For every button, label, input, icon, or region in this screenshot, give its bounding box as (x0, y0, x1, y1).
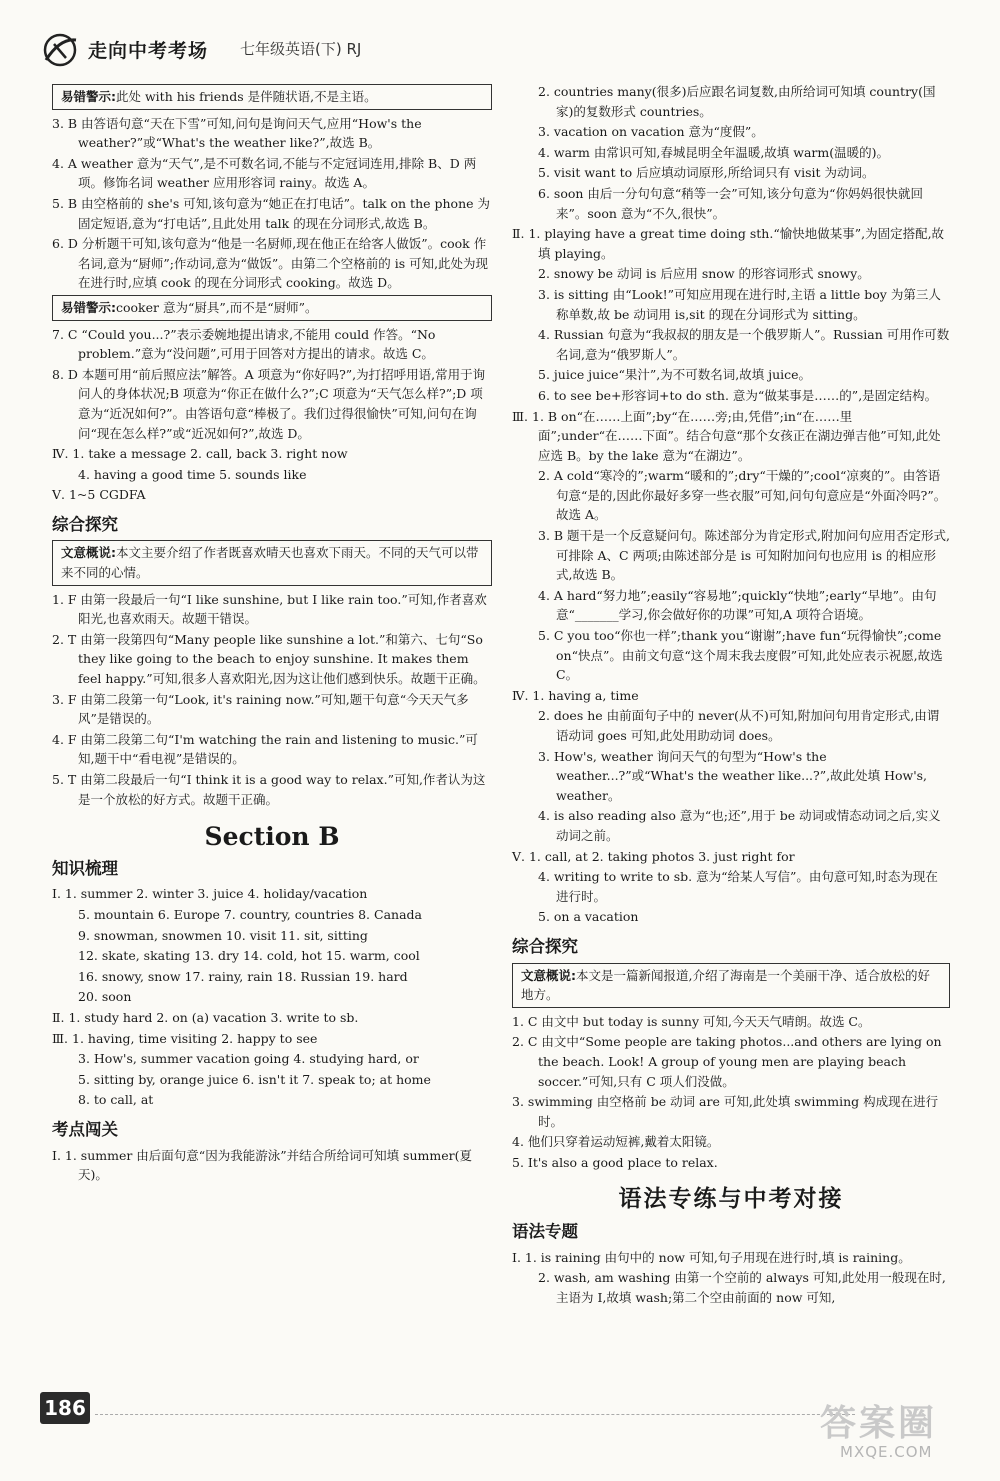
answer-item: 3. B 题干是一个反意疑问句。陈述部分为肯定形式,附加问句应用否定形式,可排除 A、C 两项;由陈述部分是 is 可知附加问句也应用 is 的相应形式,故选 B。 (538, 528, 951, 583)
watermark-url: MXQE.COM (840, 1443, 933, 1461)
answer-item: 4. 他们只穿着运动短裤,戴着太阳镜。 (512, 1134, 720, 1150)
answer-item: 6. D 分析题干可知,该句意为“他是一名厨师,现在他正在给客人做饭”。cook 作名词,意为“厨师”;作动词,意为“做饭”。由第二个空格前的 is 可知,此处为现在进行时,应填 cook 的现在分词形式 cooking。故选 D。 (52, 236, 489, 291)
answer-row: 3. How's, summer vacation going 4. studying hard, or (78, 1051, 419, 1067)
answer-item: 5. visit want to 后应填动词原形,所给词只有 visit 为动词。 (538, 165, 875, 181)
left-column (52, 82, 492, 1186)
section-heading: 综合探究 (52, 514, 118, 534)
answer-row: Ⅱ. 1. study hard 2. on (a) vacation 3. write to sb. (52, 1009, 359, 1025)
answer-item: 7. C “Could you...?”表示委婉地提出请求,不能用 could 作答。“No problem.”意为“没问题”,可用于回答对方提出的请求。故选 C。 (52, 326, 436, 362)
answer-item: 4. A weather 意为“天气”,是不可数名词,不能与不定冠词连用,排除 B、D 两项。修饰名词 weather 应用形容词 rainy。故选 A。 (52, 155, 477, 191)
note-box (512, 963, 950, 1008)
answer-row: 8. to call, at (78, 1092, 154, 1108)
note-box (52, 295, 492, 321)
answer-item: 2. does he 由前面句子中的 never(从不)可知,附加问句用肯定形式,由谓语动词 goes 可知,此处用助动词 does。 (538, 708, 940, 743)
answer-item: 1. F 由第一段最后一句“I like sunshine, but I like rain too.”可知,作者喜欢阳光,也喜欢雨天。故题干错误。 (52, 591, 487, 627)
section-heading: 知识梳理 (52, 858, 118, 878)
answer-row: 12. skate, skating 13. dry 14. cold, hot 15. warm, cool (78, 948, 420, 964)
note-box (52, 540, 492, 585)
answer-item: 3. vacation on vacation 意为“度假”。 (538, 124, 764, 140)
section-title: Section B (204, 822, 340, 852)
watermark (800, 1395, 960, 1465)
answer-item: 8. D 本题可用“前后照应法”解答。A 项意为“你好吗?”,为打招呼用语,常用于询问人的身体状况;B 项意为“你正在做什么?”;C 项意为“天气怎么样?”;D 项意为“近况如何?”。由答语句意“棒极了。我们过得很愉快”可知,问句在询问“现在怎么样?”或“近况如何?”,故选 D。 (52, 366, 486, 441)
watermark-title: 答案圈 (820, 1403, 938, 1444)
answer-row: Ⅰ. 1. summer 2. winter 3. juice 4. holiday/vacation (52, 886, 368, 902)
answer-item: 4. A hard“努力地”;easily“容易地”;quickly“快地”;early“早地”。由句意“_______学习,你会做好你的功课”可知,A 项符合语境。 (538, 587, 937, 623)
note-text: 此处 with his friends 是伴随状语,不是主语。 (116, 89, 377, 104)
answer-item: 2. C 由文中“Some people are taking photos...and others are lying on the beach. Look! A group of young men are playing beach soccer.”可知,只有 C 项人们没做。 (512, 1034, 942, 1089)
note-label: 文意概说: (61, 545, 116, 561)
answer-item: 3. B 由答语句意“天在下雪”可知,问句是询问天气,应用“How's the weather?”或“What's the weather like?”,故选 B。 (52, 115, 422, 151)
answer-row: 5. sitting by, orange juice 6. isn't it 7. speak to; at home (78, 1071, 431, 1087)
answer-item: Ⅰ. 1. summer 由后面句意“因为我能游泳”并结合所给词可知填 summer(夏天)。 (52, 1147, 472, 1183)
answer-item: Ⅳ. 1. having a, time (512, 687, 639, 703)
note-label: 文意概说: (521, 967, 576, 983)
answer-item: Ⅰ. 1. is raining 由句中的 now 可知,句子用现在进行时,填 is raining。 (512, 1249, 911, 1265)
answer-item: 5. B 由空格前的 she's 可知,该句意为“她正在打电话”。talk on the phone 为固定短语,意为“打电话”,且此处用 talk 的现在分词形式,故选 B。 (52, 195, 490, 231)
right-column (512, 82, 950, 1308)
answer-item: 2. A cold“寒冷的”;warm“暖和的”;dry“干燥的”;cool“凉爽的”。由答语句意“是的,因此你最好多穿一些衣服”可知,问句句意应是“外面冷吗?”。故选 A。 (538, 468, 947, 523)
answer-item: 5. T 由第二段最后一句“I think it is a good way to relax.”可知,作者认为这是一个放松的好方式。故题干正确。 (52, 772, 486, 807)
section-heading: 语法专题 (512, 1222, 578, 1242)
brand-logo-icon (40, 30, 80, 70)
answer-item: 3. How's, weather 询问天气的句型为“How's the weather...?”或“What's the weather like...?”,故此处填 How's, weather。 (538, 748, 928, 803)
footer-divider (95, 1414, 855, 1415)
section-heading: 综合探究 (512, 936, 578, 956)
note-text: 本文是一篇新闻报道,介绍了海南是一个美丽干净、适合放松的好地方。 (521, 967, 930, 1003)
answer-item: 4. writing to write to sb. 意为“给某人写信”。由句意可知,时态为现在进行时。 (538, 869, 938, 904)
answer-item: 4. F 由第二段第二句“I'm watching the rain and listening to music.”可知,题干中“看电视”是错误的。 (52, 731, 478, 767)
note-label: 易错警示: (61, 89, 116, 104)
book-subtitle: 七年级英语(下) RJ (240, 40, 362, 58)
note-label: 易错警示: (61, 299, 116, 315)
answer-item: 4. Russian 句意为“我叔叔的朋友是一个俄罗斯人”。Russian 可用作可数名词,意为“俄罗斯人”。 (538, 327, 950, 362)
answer-item: 4. is also reading also 意为“也;还”,用于 be 动词或情态动词之后,实义动词之前。 (538, 808, 941, 843)
note-text: cooker 意为“厨具”,而不是“厨师”。 (116, 299, 318, 315)
section-title: 语法专练与中考对接 (618, 1186, 844, 1213)
answer-item: 3. F 由第二段第一句“Look, it's raining now.”可知,题干句意“今天天气多风”是错误的。 (52, 691, 469, 727)
brand-title: 走向中考考场 (88, 40, 209, 62)
answer-row: Ⅴ. 1. call, at 2. taking photos 3. just right for (512, 848, 795, 864)
answer-row: 16. snowy, snow 17. rainy, rain 18. Russian 19. hard (78, 968, 408, 984)
answer-row: Ⅳ. 1. take a message 2. call, back 3. right now (52, 446, 348, 462)
answer-item: 4. warm 由常识可知,春城昆明全年温暖,故填 warm(温暖的)。 (538, 144, 890, 160)
answer-item: 3. is sitting 由“Look!”可知应用现在进行时,主语 a little boy 为第三人称单数,故 be 动词用 is,sit 的现在分词形式为 sitting。 (538, 286, 941, 322)
answer-item: 5. juice juice“果汁”,为不可数名词,故填 juice。 (538, 367, 812, 383)
answer-item: 6. to see be+形容词+to do sth. 意为“做某事是……的”,是固定结构。 (538, 387, 938, 403)
section-heading: 考点闯关 (52, 1119, 118, 1139)
answer-row: 4. having a good time 5. sounds like (78, 466, 307, 482)
page-number: 186 (40, 1392, 90, 1424)
answer-item: Ⅱ. 1. playing have a great time doing sth.“愉快地做某事”,为固定搭配,故填 playing。 (512, 226, 945, 261)
answer-row: 9. snowman, snowmen 10. visit 11. sit, sitting (78, 927, 368, 943)
page-header (40, 30, 960, 80)
answer-row: 5. mountain 6. Europe 7. country, countries 8. Canada (78, 906, 422, 922)
answer-item: Ⅲ. 1. B on“在……上面”;by“在……旁;由,凭借”;in“在……里面”;under“在……下面”。结合句意“那个女孩正在湖边弹吉他”可知,此处应选 B。by the lake 意为“在湖边”。 (512, 408, 941, 463)
answer-row: Ⅲ. 1. having, time visiting 2. happy to see (52, 1030, 318, 1046)
answer-item: 1. C 由文中 but today is sunny 可知,今天天气晴朗。故选 C。 (512, 1013, 871, 1029)
answer-item: 5. C you too“你也一样”;thank you“谢谢”;have fun“玩得愉快”;come on“快点”。由前文句意“这个周末我去度假”可知,此处应表示祝愿,故选 C。 (538, 628, 943, 683)
answer-item: 3. swimming 由空格前 be 动词 are 可知,此处填 swimming 构成现在进行时。 (512, 1094, 939, 1129)
note-text: 本文主要介绍了作者既喜欢晴天也喜欢下雨天。不同的天气可以带来不同的心情。 (61, 545, 479, 581)
answer-item: 2. snowy be 动词 is 后应用 snow 的形容词形式 snowy。 (538, 266, 870, 282)
answer-item: 2. T 由第一段第四句“Many people like sunshine a lot.”和第六、七句“So they like going to the beach to enjoy sunshine. It makes them feel happy.”可知,很多人喜欢阳光,因为这让他们感到快乐。故题干正确。 (52, 631, 486, 687)
answer-item: 2. countries many(很多)后应跟名词复数,由所给词可知填 country(国家)的复数形式 countries。 (538, 84, 936, 119)
answer-item: 5. on a vacation (538, 909, 639, 925)
answer-row: 20. soon (78, 989, 132, 1005)
note-box (52, 84, 492, 110)
answer-row: Ⅴ. 1~5 CGDFA (52, 487, 146, 503)
answer-item: 2. wash, am washing 由第一个空前的 always 可知,此处用一般现在时,主语为 I,故填 wash;第二个空由前面的 now 可知, (538, 1270, 946, 1305)
answer-item: 5. It's also a good place to relax. (512, 1154, 718, 1170)
answer-item: 6. soon 由后一分句句意“稍等一会”可知,该分句意为“你妈妈很快就回来”。soon 意为“不久,很快”。 (538, 185, 924, 221)
